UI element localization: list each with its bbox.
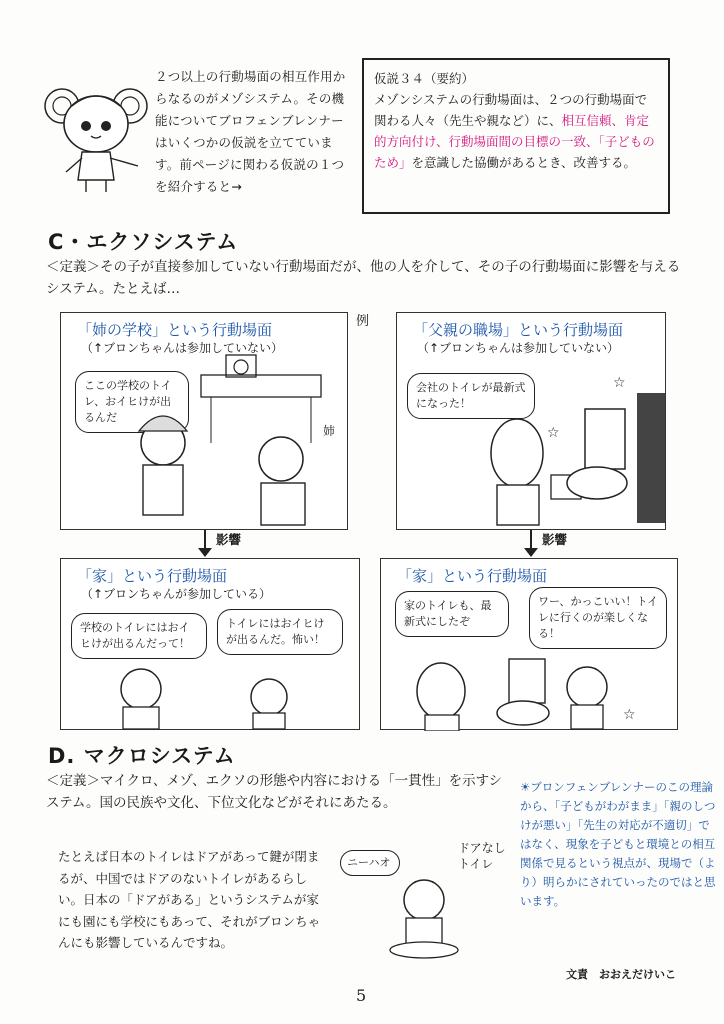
page-number: 5 <box>356 986 367 1005</box>
speech-bubble-2: トイレにはおイヒけが出るんだ。怖い！ <box>217 609 343 655</box>
panel-sister-school <box>60 312 348 530</box>
speech-bubble: 学校のトイレにはおイヒけが出るんだって！ <box>71 613 207 659</box>
speech-bubble-2: ワー、かっこいい！トイレに行くのが楽しくなる！ <box>529 587 667 649</box>
hypothesis-body <box>374 89 658 173</box>
panel-title: 「家」という行動場面 <box>397 567 548 585</box>
macro-note: ☀ブロンフェンブレンナーのこの理論から、「子どもがわがまま」「親のしつけが悪い」「先生の対応が不適切」ではなく、現象を子どもと環境との相互関係で見るという視点が、現場で（より）明らかにされていったのではと思います。 <box>520 780 716 908</box>
sister-sfx: 姉 <box>323 424 336 438</box>
macro-illustration <box>340 840 518 960</box>
section-d-body: たとえば日本のトイレはドアがあって鍵が閉まるが、中国ではドアのないトイレがあるらしい。日本の「ドアがある」というシステムが家にも園にも学校にもあって、それがブロンちゃんにも影響しているんですね。 <box>58 849 321 950</box>
speech-bubble: 家のトイレも、最新式にしたぞ <box>395 591 509 637</box>
hypothesis-box <box>362 58 670 214</box>
section-c-definition: ＜定義＞その子が直接参加していない行動場面だが、他の人を介して、その子の行動場面に影響を与えるシステム。たとえば… <box>46 259 681 297</box>
influence-label-left: 影響 <box>216 532 242 547</box>
panel-home-left <box>60 558 360 730</box>
sign-text: ドアなしトイレ <box>458 841 506 871</box>
panel-note: （↑ブロンちゃんが参加している） <box>81 587 272 601</box>
speech-bubble: ここの学校のトイレ、おイヒけが出るんだ <box>75 371 189 433</box>
panel-title: 「父親の職場」という行動場面 <box>413 321 624 339</box>
speech-bubble: 会社のトイレが最新式になった！ <box>407 373 535 419</box>
speech-bubble: ニーハオ <box>340 850 400 876</box>
arrow-head-left <box>198 548 212 557</box>
panel-title: 「姉の学校」という行動場面 <box>77 321 273 339</box>
example-label: 例 <box>356 314 370 329</box>
home-illustration-right <box>381 559 679 731</box>
hypothesis-highlight: 相互信頼、肯定的方向付け、行動場面間の目標の一致、「子どものため」 <box>374 113 655 170</box>
hypothesis-body-after: を意識した協働があるとき、改善する。 <box>411 155 637 170</box>
section-d-title: D. マクロシステム <box>48 744 236 768</box>
panel-note: （↑ブロンちゃんは参加していない） <box>81 341 284 355</box>
panel-home-right <box>380 558 678 730</box>
credit: 文責 おおえだけいこ <box>566 968 676 981</box>
intro-text: ２つ以上の行動場面の相互作用からなるのがメゾシステム。その機能についてブロフェンブレンナーはいくつかの仮説を立てています。前ページに関わる仮説の１つを紹介すると→ <box>155 69 346 194</box>
svg-text:☆: ☆ <box>547 425 560 441</box>
section-c-title: C・エクソシステム <box>48 230 239 254</box>
hypothesis-title: 仮説３４（要約） <box>374 71 475 86</box>
mascot-illustration <box>42 76 152 196</box>
hypothesis-body-before: メゾンシステムの行動場面は、２つの行動場面で関わる人々（先生や親など）に、 <box>374 92 648 128</box>
panel-title: 「家」という行動場面 <box>77 567 228 585</box>
influence-label-right: 影響 <box>542 532 568 547</box>
panel-note: （↑ブロンちゃんは参加していない） <box>417 341 620 355</box>
panel-father-workplace <box>396 312 666 530</box>
section-d-definition: ＜定義＞マイクロ、メゾ、エクソの形態や内容における「一貫性」を示すシステム。国の民族や文化、下位文化などがそれにあたる。 <box>46 773 503 811</box>
svg-text:☆: ☆ <box>623 707 636 723</box>
home-illustration-left <box>61 559 361 731</box>
svg-text:☆: ☆ <box>613 375 626 391</box>
arrow-head-right <box>524 548 538 557</box>
workplace-illustration <box>397 313 667 531</box>
school-illustration <box>61 313 349 531</box>
